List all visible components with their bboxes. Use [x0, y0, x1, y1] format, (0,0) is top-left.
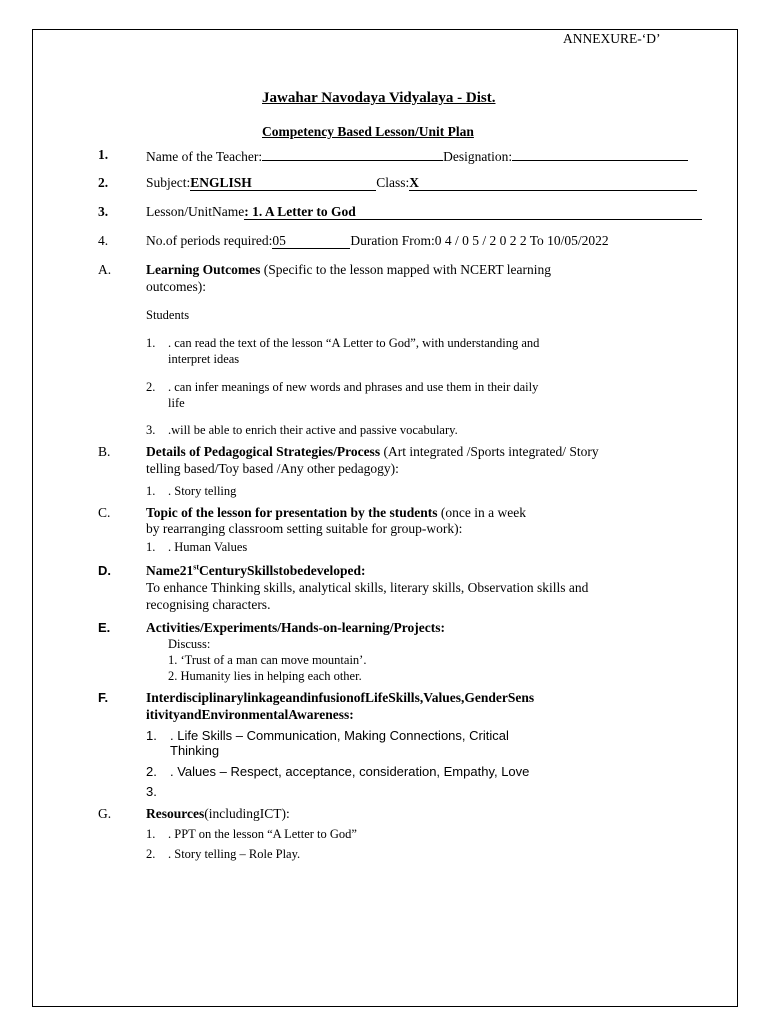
lesson-field — [146, 204, 702, 220]
subject-value[interactable]: ENGLISH — [190, 176, 376, 191]
topic-desc: (once in a week — [437, 505, 526, 520]
topic-item: . Human Values — [168, 540, 248, 554]
linkage-item-number: 2. — [146, 764, 157, 779]
duration-from[interactable]: 0 4 / 0 5 / 2 0 2 2 — [434, 233, 527, 248]
section-letter-e: E. — [98, 620, 111, 635]
annexure-label: ANNEXURE-‘D’ — [563, 31, 661, 46]
linkage-item: . Values – Respect, acceptance, consideration, Empathy, Love — [170, 764, 530, 779]
field-number-3: 3. — [98, 204, 109, 219]
activity-item: 1. ‘Trust of a man can move mountain’. — [168, 653, 367, 667]
linkage-heading: InterdisciplinarylinkageandinfusionofLifeSkills,Values,GenderSens — [146, 690, 535, 705]
resource-item-number: 1. — [146, 827, 156, 841]
outcome-item: .will be able to enrich their active and passive vocabulary. — [168, 423, 458, 437]
activities-discuss-label: Discuss: — [168, 637, 211, 651]
linkage-item-number: 1. — [146, 728, 157, 743]
duration-label: Duration From: — [350, 233, 435, 248]
learning-outcomes-heading — [146, 262, 551, 278]
field-number-2: 2. — [98, 175, 109, 190]
topic-desc-2: by rearranging classroom setting suitable for group-work): — [146, 521, 463, 536]
periods-value[interactable]: 05 — [272, 234, 350, 249]
teacher-input-line[interactable] — [262, 147, 443, 161]
linkage-item: . Life Skills – Communication, Making Connections, Critical — [170, 728, 509, 743]
class-label: Class: — [376, 175, 410, 190]
skills-heading — [146, 563, 366, 579]
pedagogy-desc-2: telling based/Toy based /Any other pedagogy): — [146, 461, 399, 476]
class-value[interactable]: X — [409, 176, 697, 191]
linkage-heading-2: itivityandEnvironmentalAwareness: — [146, 707, 354, 722]
learning-outcomes-desc: (Specific to the lesson mapped with NCERT learning — [260, 262, 552, 277]
section-letter-d: D. — [98, 563, 111, 578]
skills-text-2: recognising characters. — [146, 597, 271, 612]
teacher-label: Name of the Teacher: — [146, 149, 263, 164]
outcome-item: . can infer meanings of new words and phrases and use them in their daily — [168, 380, 539, 394]
section-letter-a: A. — [98, 262, 112, 277]
periods-field — [146, 233, 609, 249]
section-letter-g: G. — [98, 806, 112, 821]
duration-to[interactable]: To 10/05/2022 — [526, 233, 609, 248]
resource-item: . Story telling – Role Play. — [168, 847, 301, 861]
learning-outcomes-title: Learning Outcomes — [146, 262, 261, 277]
skills-text: To enhance Thinking skills, analytical skills, literary skills, Observation skills and — [146, 580, 589, 595]
skills-heading-a: Name21 — [146, 563, 194, 578]
section-letter-b: B. — [98, 444, 111, 459]
teacher-field — [146, 147, 688, 165]
topic-heading — [146, 505, 526, 521]
resources-desc: (includingICT): — [204, 806, 290, 821]
pedagogy-heading — [146, 444, 599, 460]
outcome-number: 1. — [146, 336, 156, 350]
lesson-value[interactable]: : 1. A Letter to God — [244, 205, 702, 220]
resource-item-number: 2. — [146, 847, 156, 861]
designation-input-line[interactable] — [512, 147, 688, 161]
students-label: Students — [146, 308, 190, 322]
section-letter-c: C. — [98, 505, 111, 520]
page-subtitle: Competency Based Lesson/Unit Plan — [262, 124, 474, 139]
skills-heading-b: CenturySkillstobedeveloped: — [199, 563, 366, 578]
linkage-item-cont: Thinking — [170, 743, 220, 758]
subject-field — [146, 175, 697, 191]
pedagogy-item-number: 1. — [146, 484, 156, 498]
resources-title: Resources — [146, 806, 205, 821]
skills-heading-sup: st — [193, 562, 200, 572]
pedagogy-title: Details of Pedagogical Strategies/Process — [146, 444, 381, 459]
outcome-item-cont: life — [168, 396, 185, 410]
topic-title: Topic of the lesson for presentation by the students — [146, 505, 438, 520]
learning-outcomes-desc-2: outcomes): — [146, 279, 206, 294]
outcome-number: 2. — [146, 380, 156, 394]
section-letter-f: F. — [98, 690, 109, 705]
resources-heading — [146, 806, 290, 822]
field-number-4: 4. — [98, 233, 109, 248]
page-title: Jawahar Navodaya Vidyalaya - Dist. — [262, 90, 496, 106]
activity-item: 2. Humanity lies in helping each other. — [168, 669, 362, 683]
outcome-item-cont: interpret ideas — [168, 352, 240, 366]
resource-item: . PPT on the lesson “A Letter to God” — [168, 827, 357, 841]
activities-heading: Activities/Experiments/Hands-on-learning/Projects: — [146, 620, 445, 635]
outcome-number: 3. — [146, 423, 156, 437]
pedagogy-item: . Story telling — [168, 484, 237, 498]
subject-label: Subject: — [146, 175, 191, 190]
lesson-label: Lesson/UnitName — [146, 204, 245, 219]
field-number-1: 1. — [98, 147, 109, 162]
topic-item-number: 1. — [146, 540, 156, 554]
periods-label: No.of periods required: — [146, 233, 273, 248]
designation-label: Designation: — [443, 149, 513, 164]
linkage-item-number: 3. — [146, 784, 157, 799]
pedagogy-desc: (Art integrated /Sports integrated/ Story — [380, 444, 599, 459]
outcome-item: . can read the text of the lesson “A Letter to God”, with understanding and — [168, 336, 540, 350]
